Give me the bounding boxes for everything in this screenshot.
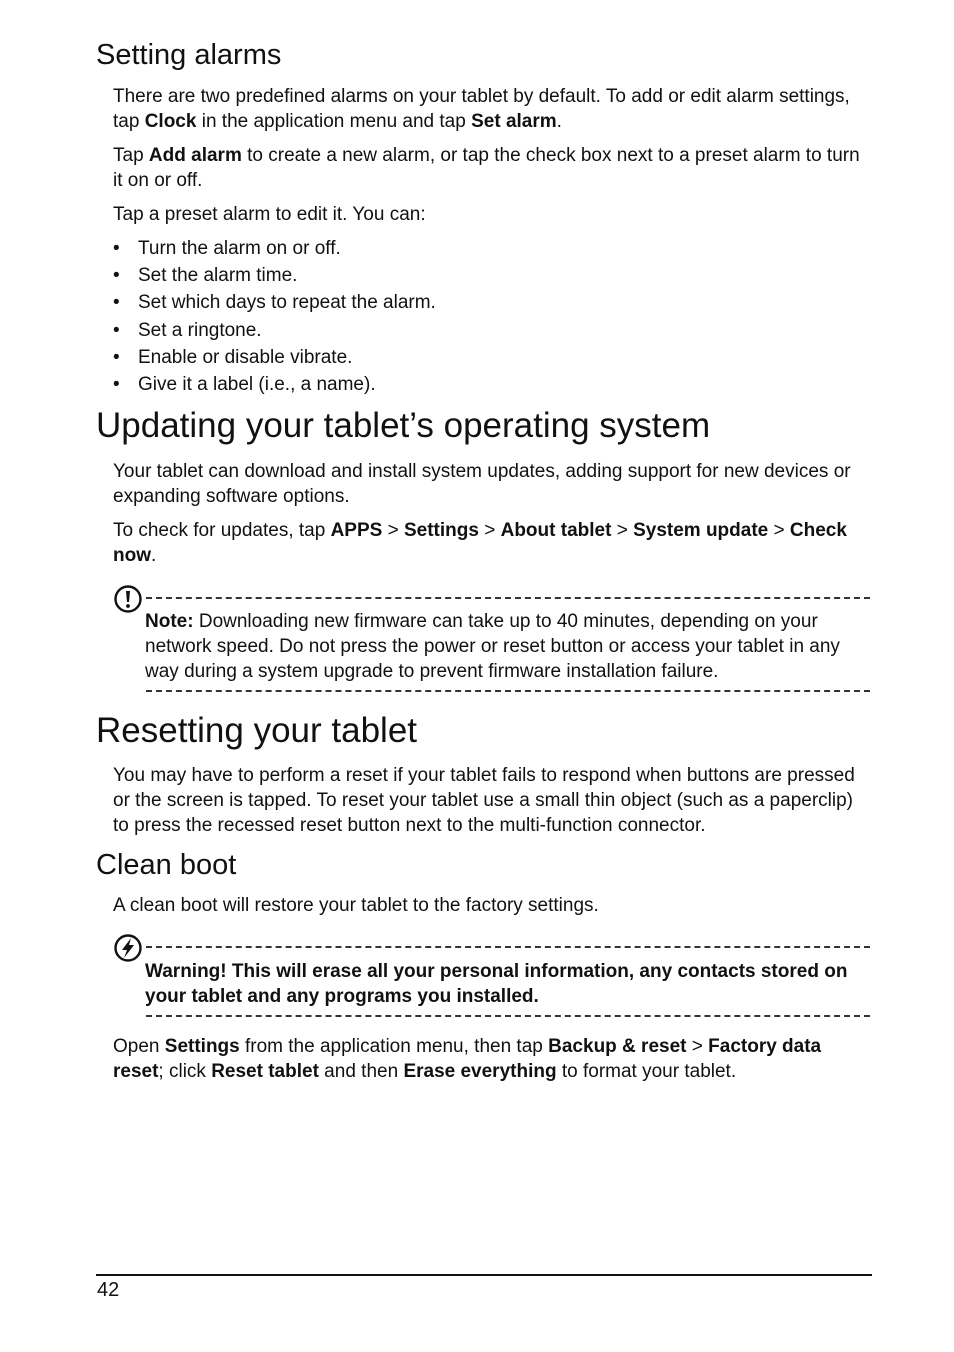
note-top-divider: [146, 597, 870, 599]
note-text: Note: Downloading new firmware can take up to 40 minutes, depending on your network speed. Do not press the power or reset button or access your tablet in any way during a system upgrade to prevent firmware installation failure.: [145, 611, 840, 682]
list-item: • Turn the alarm on or off.: [113, 238, 341, 259]
list-item: • Set which days to repeat the alarm.: [113, 292, 436, 314]
list-item: • Set a ringtone.: [113, 319, 262, 341]
warning-text: Warning! This will erase all your personal information, any contacts stored on your tablet and any programs you installed.: [145, 961, 848, 1007]
edit-alarm-paragraph: Tap a preset alarm to edit it. You can:: [113, 204, 426, 225]
resetting-paragraph: You may have to perform a reset if your tablet fails to respond when buttons are pressed or the screen is tapped. To reset your tablet use a small thin object (such as a paperclip) to press the recessed reset button next to the multi-function connector.: [113, 765, 855, 836]
resetting-heading: Resetting your tablet: [96, 711, 418, 750]
setting-alarms-heading: Setting alarms: [96, 39, 282, 71]
footer-divider: [96, 1274, 872, 1276]
list-item: • Set the alarm time.: [113, 265, 298, 287]
bullet: •: [113, 265, 120, 287]
updating-heading: Updating your tablet’s operating system: [96, 406, 711, 445]
list-item: • Enable or disable vibrate.: [113, 346, 353, 368]
exclamation-circle-icon: [113, 584, 143, 614]
setting-alarms-intro: There are two predefined alarms on your tablet by default. To add or edit alarm settings, tap Clock in the application menu and tap Set alarm.: [113, 86, 850, 132]
bullet: •: [113, 319, 120, 341]
updating-intro: Your tablet can download and install system updates, adding support for new devices or expanding software options.: [113, 461, 851, 507]
alarm-options-list: [113, 236, 436, 399]
bullet: •: [113, 373, 120, 395]
bullet: •: [113, 238, 120, 259]
bullet: •: [113, 346, 120, 368]
note-bottom-divider: [146, 690, 870, 692]
warning-top-divider: [146, 946, 870, 948]
check-updates-paragraph: To check for updates, tap APPS > Settings > About tablet > System update > Check now.: [113, 520, 847, 566]
bullet: •: [113, 292, 120, 314]
list-item: • Give it a label (i.e., a name).: [113, 373, 376, 395]
clean-boot-instructions: Open Settings from the application menu, then tap Backup & reset > Factory data reset; click Reset tablet and then Erase everything to format your tablet.: [113, 1036, 822, 1082]
add-alarm-paragraph: Tap Add alarm to create a new alarm, or tap the check box next to a preset alarm to turn it on or off.: [113, 145, 860, 191]
page-number: 42: [97, 1279, 120, 1301]
clean-boot-heading: Clean boot: [96, 849, 237, 881]
lightning-warning-icon: [113, 933, 143, 963]
clean-boot-intro: A clean boot will restore your tablet to the factory settings.: [113, 895, 599, 916]
warning-bottom-divider: [146, 1015, 870, 1017]
